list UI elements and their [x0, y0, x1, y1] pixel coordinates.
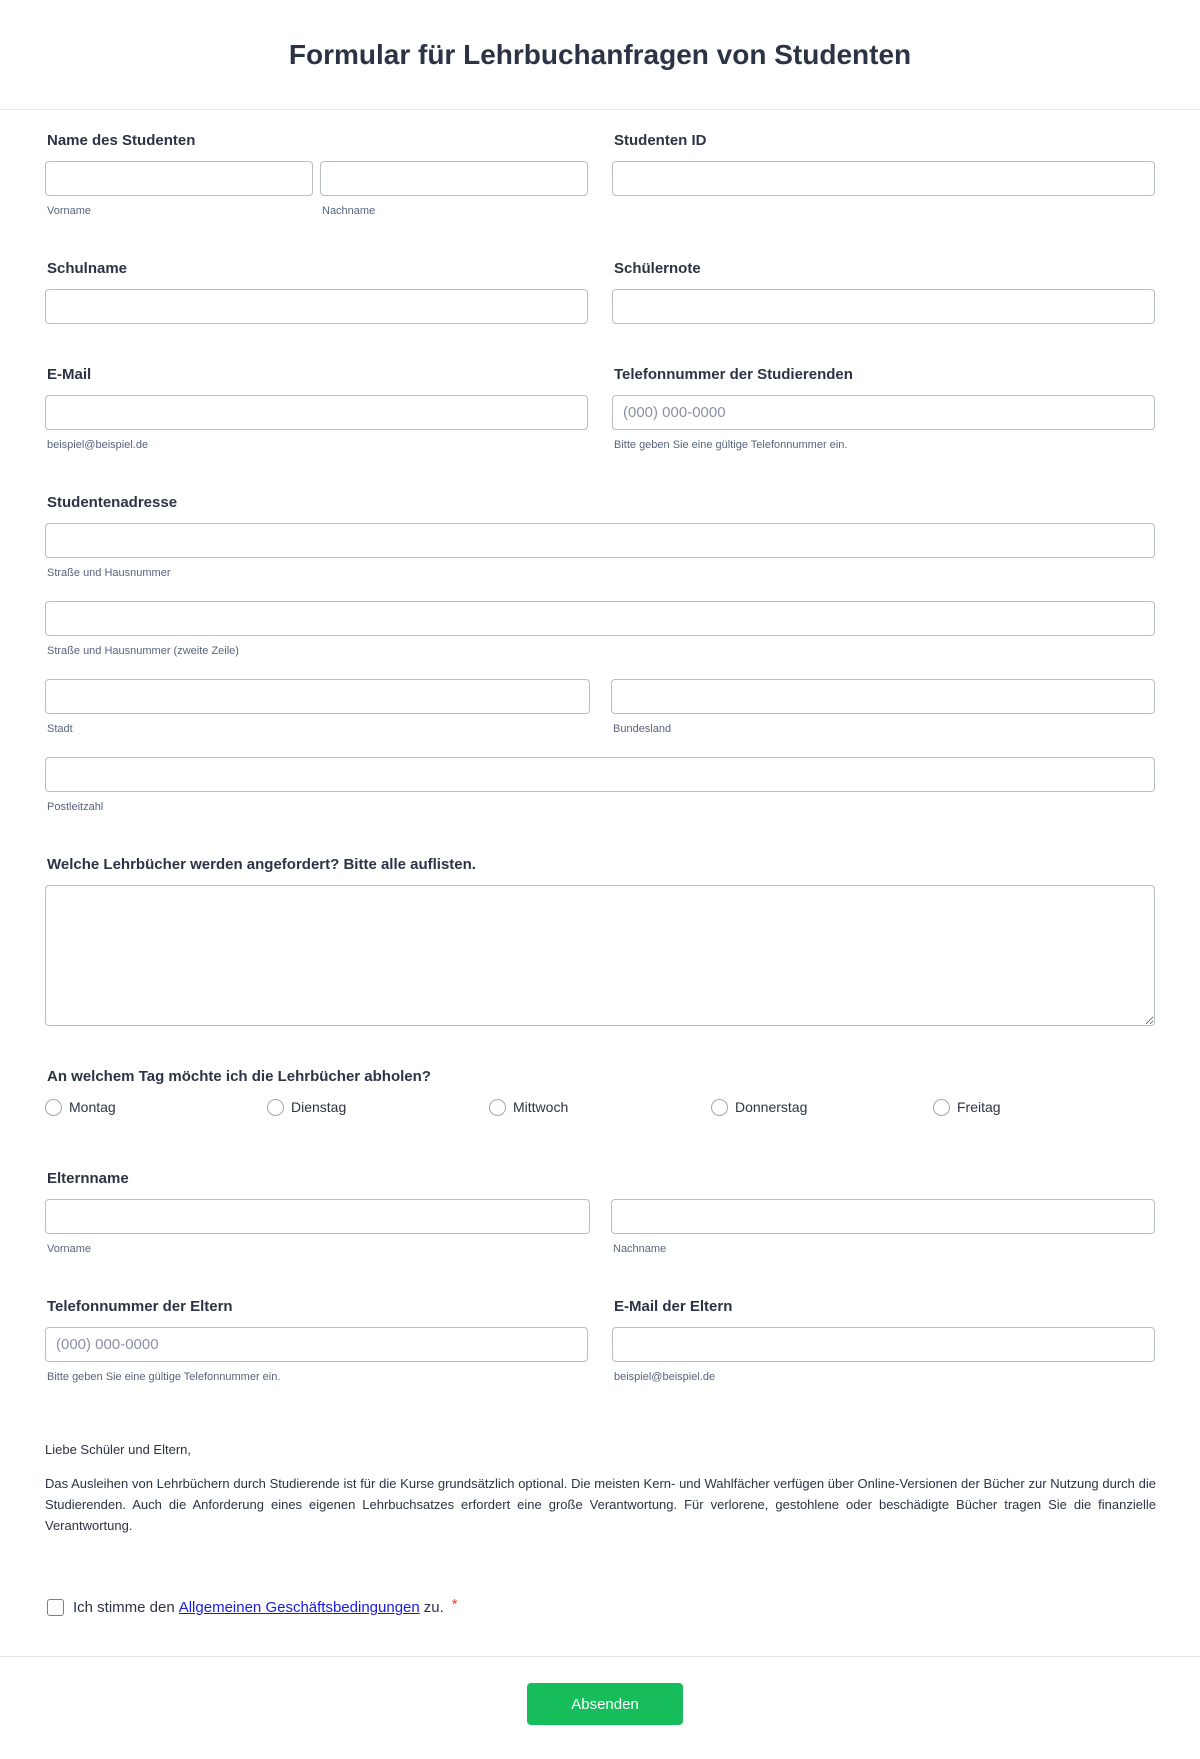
radio-option-friday[interactable]	[933, 1098, 1001, 1116]
student-first-name-input[interactable]	[45, 161, 313, 196]
school-name-label: Schulname	[47, 260, 128, 277]
terms-link[interactable]: Allgemeinen Geschäftsbedingungen	[178, 1599, 420, 1616]
radio-circle[interactable]	[45, 1099, 62, 1116]
books-label: Welche Lehrbücher werden angefordert? Bitte alle auflisten.	[47, 856, 476, 873]
street-line2-sublabel: Straße und Hausnummer (zweite Zeile)	[47, 645, 239, 657]
parent-last-name-sublabel: Nachname	[613, 1243, 667, 1255]
parent-phone-label: Telefonnummer der Eltern	[47, 1298, 233, 1315]
parent-phone-input[interactable]	[45, 1327, 588, 1362]
zip-input[interactable]	[45, 757, 1155, 792]
radio-label-wednesday: Mittwoch	[513, 1099, 569, 1115]
state-input[interactable]	[611, 679, 1155, 714]
radio-option-wednesday[interactable]	[489, 1098, 568, 1116]
student-last-name-sublabel: Nachname	[322, 205, 376, 217]
parent-first-name-input[interactable]	[45, 1199, 590, 1234]
parent-name-label: Elternname	[47, 1170, 129, 1187]
radio-label-thursday: Donnerstag	[735, 1099, 808, 1115]
state-sublabel: Bundesland	[613, 723, 672, 735]
school-name-input[interactable]	[45, 289, 588, 324]
books-textarea[interactable]	[45, 885, 1155, 1026]
pickup-day-label: An welchem Tag möchte ich die Lehrbücher abholen?	[47, 1068, 431, 1085]
radio-label-monday: Montag	[69, 1099, 116, 1115]
parent-first-name-sublabel: Vorname	[47, 1243, 92, 1255]
form-header	[0, 0, 1200, 110]
phone-sublabel: Bitte geben Sie eine gültige Telefonnummer ein.	[614, 439, 848, 451]
address-label: Studentenadresse	[47, 494, 178, 511]
city-input[interactable]	[45, 679, 590, 714]
form-title: Formular für Lehrbuchanfragen von Studenten	[288, 38, 912, 70]
radio-circle[interactable]	[489, 1099, 506, 1116]
phone-input[interactable]	[612, 395, 1155, 430]
email-label: E-Mail	[47, 366, 92, 383]
notice-greeting: Liebe Schüler und Eltern,	[45, 1442, 191, 1457]
student-id-label: Studenten ID	[614, 132, 707, 149]
street-sublabel: Straße und Hausnummer	[47, 567, 171, 579]
notice-body: Das Ausleihen von Lehrbüchern durch Studierende ist für die Kurse grundsätzlich optional. Die meisten Kern- und Wahlfächer verfügen über Online-Versionen der Bücher zur Nutzung durch die Studierenden. Auch die Anforderung eines eigenen Lehrbuchsatzes erfordert eine große Verantwortung. Für verlorene, gestohlene oder beschädigte Bücher tragen Sie die finanzielle Verantwortung.	[45, 1476, 1156, 1533]
email-sublabel: beispiel@beispiel.de	[47, 439, 149, 451]
parent-email-sublabel: beispiel@beispiel.de	[614, 1371, 716, 1383]
radio-circle[interactable]	[711, 1099, 728, 1116]
radio-option-monday[interactable]	[45, 1098, 116, 1116]
radio-label-friday: Freitag	[957, 1099, 1001, 1115]
radio-option-thursday[interactable]	[711, 1098, 807, 1116]
radio-circle[interactable]	[933, 1099, 950, 1116]
student-name-label: Name des Studenten	[47, 132, 196, 149]
parent-email-label: E-Mail der Eltern	[614, 1298, 733, 1315]
terms-prefix: Ich stimme den	[73, 1599, 175, 1616]
street-input[interactable]	[45, 523, 1155, 558]
student-first-name-sublabel: Vorname	[47, 205, 92, 217]
footer-divider	[0, 1656, 1200, 1657]
terms-suffix: zu.	[423, 1599, 444, 1616]
street-line2-input[interactable]	[45, 601, 1155, 636]
grade-label: Schülernote	[614, 260, 701, 277]
parent-email-input[interactable]	[612, 1327, 1155, 1362]
submit-button[interactable]: Absenden	[527, 1683, 683, 1725]
student-id-input[interactable]	[612, 161, 1155, 196]
radio-circle[interactable]	[267, 1099, 284, 1116]
terms-row	[47, 1596, 458, 1616]
grade-input[interactable]	[612, 289, 1155, 324]
parent-last-name-input[interactable]	[611, 1199, 1155, 1234]
email-input[interactable]	[45, 395, 588, 430]
terms-checkbox[interactable]	[47, 1599, 64, 1616]
parent-phone-sublabel: Bitte geben Sie eine gültige Telefonnummer ein.	[47, 1371, 281, 1383]
required-asterisk: *	[451, 1596, 458, 1613]
phone-label: Telefonnummer der Studierenden	[614, 366, 853, 383]
radio-label-tuesday: Dienstag	[291, 1099, 347, 1115]
radio-option-tuesday[interactable]	[267, 1098, 346, 1116]
student-last-name-input[interactable]	[320, 161, 588, 196]
city-sublabel: Stadt	[47, 723, 73, 735]
zip-sublabel: Postleitzahl	[47, 801, 104, 813]
